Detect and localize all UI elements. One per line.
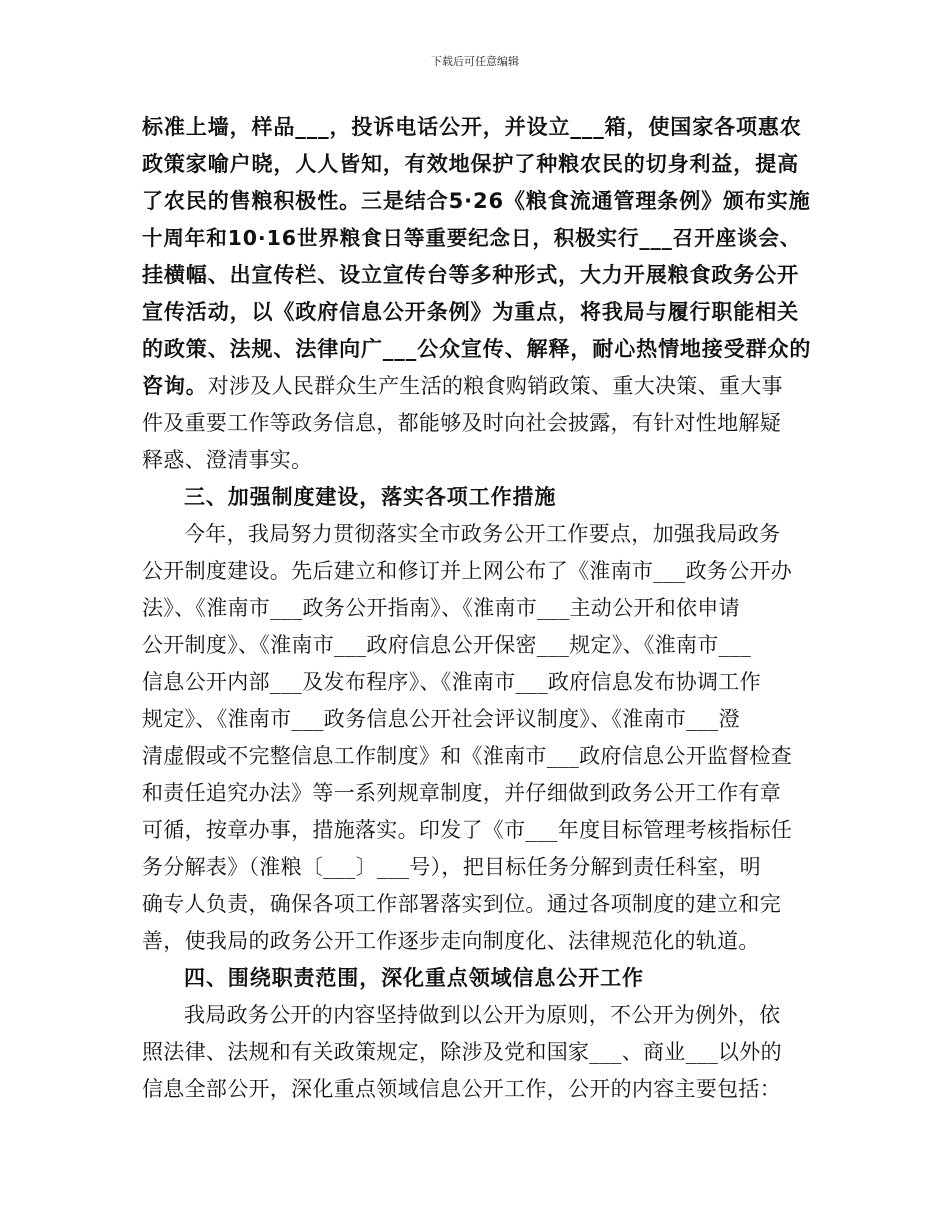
body-line: 公开制度》、《淮南市___政府信息公开保密___规定》、《淮南市___ [142, 633, 751, 657]
body-line [142, 371, 783, 401]
body-line: 信息全部公开，深化重点领域信息公开工作，公开的内容主要包括： [142, 1077, 781, 1101]
body-line: 标准上墙，样品___，投诉电话公开，并设立___箱，使国家各项惠农 [142, 115, 802, 139]
body-line-regular-part: 对涉及人民群众生产生活的粮食购销政策、重大决策、重大事 [207, 374, 783, 398]
body-line: 照法律、法规和有关政策规定，除涉及党和国家___、商业___以外的 [142, 1040, 782, 1064]
body-line: 挂横幅、出宣传栏、设立宣传台等多种形式，大力开展粮食政务公开 [142, 263, 799, 287]
body-line: 公开制度建设。先后建立和修订并上网公布了《淮南市___政务公开办 [142, 559, 793, 583]
header-note: 下载后可任意编辑 [431, 55, 519, 68]
body-line: 和责任追究办法》等一系列规章制度，并仔细做到政务公开工作有章 [142, 781, 781, 805]
body-line: 释惑、澄清事实。 [142, 448, 313, 472]
body-line: 宣传活动，以《政府信息公开条例》为重点，将我局与履行职能相关 [142, 300, 799, 324]
body-line: 政策家喻户晓，人人皆知，有效地保护了种粮农民的切身利益，提高 [142, 152, 799, 176]
body-line: 善，使我局的政务公开工作逐步走向制度化、法律规范化的轨道。 [142, 929, 760, 953]
body-line: 可循，按章办事，措施落实。印发了《市___年度目标管理考核指标任 [142, 818, 793, 842]
body-line-bold-part: 咨询。 [142, 374, 208, 398]
body-line: 的政策、法规、法律向广___公众宣传、解释，耐心热情地接受群众的 [142, 337, 812, 361]
body-line: 务分解表》（淮粮〔___〕___号），把目标任务分解到责任科室，明 [142, 855, 761, 879]
body-line: 确专人负责，确保各项工作部署落实到位。通过各项制度的建立和完 [142, 892, 781, 916]
body-line: 信息公开内部___及发布程序》、《淮南市___政府信息发布协调工作 [142, 670, 761, 694]
body-line: 法》、《淮南市___政务公开指南》、《淮南市___主动公开和依申请 [142, 596, 740, 620]
body-line: 今年，我局努力贯彻落实全市政务公开工作要点，加强我局政务 [184, 522, 781, 546]
body-line: 清虚假或不完整信息工作制度》和《淮南市___政府信息公开监督检查 [142, 744, 793, 768]
body-line: 了农民的售粮积极性。三是结合5·26《粮食流通管理条例》颁布实施 [142, 189, 811, 213]
body-line: 件及重要工作等政务信息，都能够及时向社会披露，有针对性地解疑 [142, 411, 781, 435]
section-heading-3: 三、加强制度建设，落实各项工作措施 [184, 485, 557, 509]
section-heading-4: 四、围绕职责范围，深化重点领域信息公开工作 [184, 966, 644, 990]
body-line: 规定》、《淮南市___政务信息公开社会评议制度》、《淮南市___澄 [142, 707, 740, 731]
body-line: 十周年和10·16世界粮食日等重要纪念日，积极实行___召开座谈会、 [142, 226, 802, 250]
body-line: 我局政务公开的内容坚持做到以公开为原则，不公开为例外，依 [184, 1003, 781, 1027]
